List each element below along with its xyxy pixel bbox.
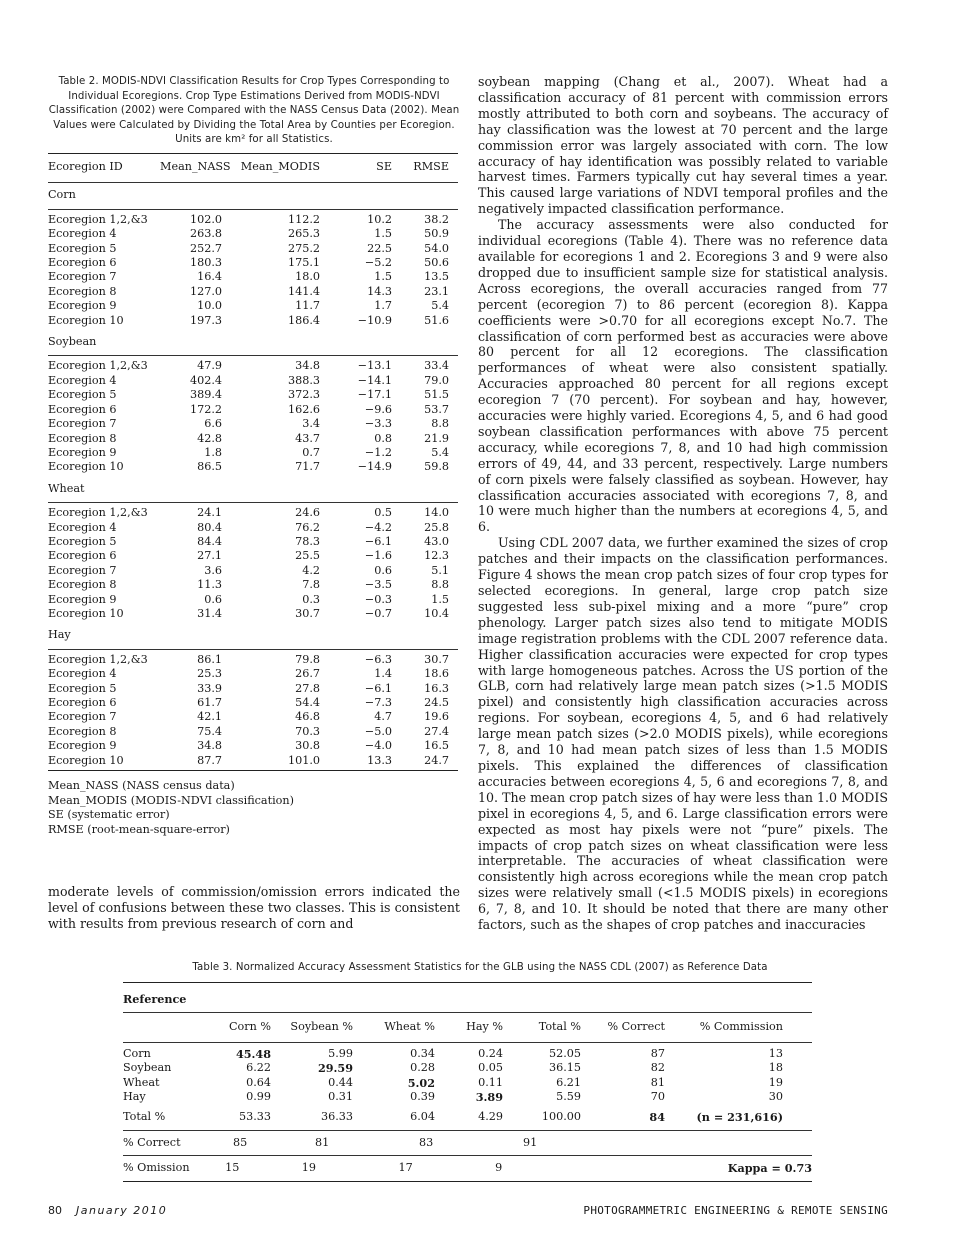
table2-row bbox=[48, 739, 458, 753]
table2-row bbox=[48, 374, 458, 388]
table2-cell: −0.7 bbox=[364, 606, 392, 620]
table2-cell: Ecoregion 8 bbox=[48, 431, 117, 445]
table2-row bbox=[48, 446, 458, 460]
table2-header-cell: Mean_NASS bbox=[160, 160, 231, 173]
table2-row bbox=[48, 506, 458, 520]
table2-cell: Ecoregion 1,2,&3 bbox=[48, 359, 148, 373]
table3-cell: 45.48 bbox=[235, 1046, 271, 1061]
table2-cell: Ecoregion 5 bbox=[48, 388, 117, 402]
table2-note: Mean_MODIS (MODIS-NDVI classification) bbox=[48, 793, 294, 807]
table2-note: RMSE (root-mean-square-error) bbox=[48, 822, 230, 836]
table2-body bbox=[48, 183, 458, 770]
table2-cell: 388.3 bbox=[287, 373, 320, 387]
table3-cell: 29.59 bbox=[317, 1061, 353, 1076]
table2-cell: 86.1 bbox=[197, 652, 222, 666]
table2-row bbox=[48, 710, 458, 724]
table2-cell: 75.4 bbox=[197, 724, 222, 738]
table3-caption: Table 3. Normalized Accuracy Assessment Statistics for the GLB using the NASS CDL (2007) as Reference Data bbox=[192, 962, 768, 973]
table2-cell: 112.2 bbox=[287, 212, 320, 226]
table2-cell: 102.0 bbox=[189, 212, 222, 226]
table2-cell: Ecoregion 1,2,&3 bbox=[48, 506, 148, 520]
table2-row bbox=[48, 521, 458, 535]
table2-cell: 162.6 bbox=[287, 402, 320, 416]
table2-note: SE (systematic error) bbox=[48, 808, 170, 822]
table3-cell: Soybean bbox=[123, 1061, 172, 1075]
table2-cell: −3.3 bbox=[364, 417, 392, 431]
table2-cell: −6.1 bbox=[364, 534, 392, 548]
table3-cell: 52.05 bbox=[548, 1046, 581, 1060]
right-paragraph-3: Using CDL 2007 data, we further examined the sizes of crop patches and their impacts on the classification performances. Figure 4 shows the mean crop patch sizes of four crop types for selected ecoregions. In general, large crop patch size suggested less sub-pixel mixing and a more “pure” crop phenology. Larger patch sizes also tend to mitigate MODIS image registration problems with the CDL 2007 reference data. Higher classification accuracies were expected for crop types with large homogeneous patches. Across the US portion of the GLB, corn had relatively large mean patch sizes (>1.5 MODIS pixel) and consistently high classification accuracies across regions. For soybean, ecoregions 4, 5, and 6 had relatively large mean patch sizes (>2.0 MODIS pixels), while ecoregions 7, 8, and 10 had mean patch sizes of less than 1.5 MODIS pixels. This explained the differences of classification accuracies between ecoregions 4, 5, 6 and ecoregions 7, 8, and 10. The mean crop patch sizes of hay were less than 1.0 MODIS pixel in ecoregions 4, 5, and 6. Large classification errors were expected as most hay pixels were not “pure” pixels. The impacts of crop patch sizes on wheat classification were less interpretable. The accuracies of wheat classification were consistently high across ecoregions while the mean crop patch sizes were relatively small (<1.5 MODIS pixels) in ecoregions 6, 7, 8, and 10. It should be noted that there are many other factors, such as the shapes of crop patches and inaccuracies bbox=[478, 535, 888, 933]
table2-cell: 30.7 bbox=[295, 606, 320, 620]
table3-header-cell: Soybean % bbox=[290, 1020, 353, 1034]
table3-cell bbox=[557, 1161, 628, 1175]
table2-row bbox=[48, 696, 458, 710]
table2-cell: 4.7 bbox=[374, 710, 392, 724]
table2-cell: −10.9 bbox=[357, 313, 392, 327]
table3-row bbox=[123, 1061, 812, 1075]
table2-cell: 402.4 bbox=[189, 373, 222, 387]
table3-cell: 0.34 bbox=[410, 1046, 435, 1060]
table3-cell: 18 bbox=[768, 1061, 783, 1075]
table3-cell: Wheat bbox=[123, 1075, 160, 1089]
table3-cell: 36.15 bbox=[548, 1061, 581, 1075]
table2-row bbox=[48, 667, 458, 681]
table3-cell: % Correct bbox=[123, 1135, 181, 1149]
table2-cell: Ecoregion 9 bbox=[48, 299, 117, 313]
table2-cell: 34.8 bbox=[295, 359, 320, 373]
table3-cell: Corn bbox=[123, 1046, 151, 1060]
table2-cell: 5.1 bbox=[431, 563, 449, 577]
table2-cell: 51.6 bbox=[424, 313, 449, 327]
issue-date: January 2010 bbox=[76, 1204, 168, 1217]
table2-cell: 127.0 bbox=[189, 284, 222, 298]
table2-row bbox=[48, 754, 458, 768]
table2-cell: Ecoregion 1,2,&3 bbox=[48, 212, 148, 226]
table3-bottom-rule bbox=[123, 1181, 812, 1182]
table2-cell: 1.5 bbox=[431, 592, 449, 606]
table2-cell: 0.8 bbox=[374, 431, 392, 445]
table3-row bbox=[123, 1047, 812, 1061]
table3-cell: 70 bbox=[650, 1090, 665, 1104]
table2-cell: 78.3 bbox=[295, 534, 320, 548]
table3-cell: 81 bbox=[650, 1075, 665, 1089]
table2-row bbox=[48, 299, 458, 313]
table3-cell: Hay bbox=[123, 1090, 146, 1104]
journal-name: PHOTOGRAMMETRIC ENGINEERING & REMOTE SENSING bbox=[583, 1204, 888, 1217]
table2-cell: 54.0 bbox=[424, 241, 449, 255]
table3-omission-row bbox=[123, 1156, 812, 1180]
table2-cell: Ecoregion 1,2,&3 bbox=[48, 652, 148, 666]
table2-row bbox=[48, 388, 458, 402]
table2-cell: 33.9 bbox=[197, 681, 222, 695]
table2-section-label: Hay bbox=[48, 628, 71, 642]
table2-cell: 8.8 bbox=[431, 578, 449, 592]
table2-header-row bbox=[48, 154, 458, 182]
table2-row bbox=[48, 285, 458, 299]
table2-cell: 42.8 bbox=[197, 431, 222, 445]
table3-cell: 36.33 bbox=[320, 1110, 353, 1124]
table2-cell: 7.8 bbox=[302, 578, 320, 592]
table2-cell: −14.9 bbox=[357, 460, 392, 474]
table2-cell: −14.1 bbox=[357, 373, 392, 387]
table2-cell: 0.6 bbox=[204, 592, 222, 606]
table3-cell: 87 bbox=[650, 1046, 665, 1060]
table2-cell: 46.8 bbox=[295, 710, 320, 724]
table3-correct-row bbox=[123, 1131, 812, 1155]
table2-cell: 27.1 bbox=[197, 549, 222, 563]
table2-header-cell: Mean_MODIS bbox=[240, 160, 320, 173]
left-column-paragraph: moderate levels of commission/omission errors indicated the level of confusions between these two classes. This is consistent with results from previous research of corn and bbox=[48, 884, 460, 931]
table2-row bbox=[48, 535, 458, 549]
table2-cell: 13.3 bbox=[367, 753, 392, 767]
table3-cell: 6.04 bbox=[410, 1110, 435, 1124]
table2-row bbox=[48, 256, 458, 270]
table2-section-label: Corn bbox=[48, 188, 76, 202]
footer-left bbox=[48, 1204, 167, 1217]
table2-cell: Ecoregion 7 bbox=[48, 417, 117, 431]
table2-section-rows bbox=[48, 650, 458, 770]
table2-cell: 0.3 bbox=[302, 592, 320, 606]
table2-cell: −3.5 bbox=[364, 578, 392, 592]
table3-cell: 19 bbox=[768, 1075, 783, 1089]
table2-cell: 27.4 bbox=[424, 724, 449, 738]
table3-row bbox=[123, 1076, 812, 1090]
table2-cell: 51.5 bbox=[424, 388, 449, 402]
table3-cell: 19 bbox=[301, 1161, 317, 1175]
table2-header-cell: RMSE bbox=[413, 160, 449, 173]
table3-cell: 53.33 bbox=[238, 1110, 271, 1124]
table2-cell: 50.6 bbox=[424, 256, 449, 270]
table3-kappa: Kappa = 0.73 bbox=[727, 1161, 813, 1176]
table2-cell: 79.0 bbox=[424, 373, 449, 387]
table2-row bbox=[48, 403, 458, 417]
table2-cell: −5.0 bbox=[364, 724, 392, 738]
table2-cell: 1.5 bbox=[374, 270, 392, 284]
table3-reference-label: Reference bbox=[123, 992, 187, 1006]
table3-cell: 83 bbox=[419, 1135, 434, 1149]
table2-cell: 5.4 bbox=[431, 445, 449, 459]
table2-cell: 16.3 bbox=[424, 681, 449, 695]
table3-cell: 13 bbox=[768, 1046, 783, 1060]
table2-cell: 0.7 bbox=[302, 445, 320, 459]
table2-cell: 3.4 bbox=[302, 417, 320, 431]
table3-cell: Total % bbox=[123, 1110, 166, 1124]
table2-header-cell: Ecoregion ID bbox=[48, 160, 123, 173]
table3-header-cell bbox=[123, 1020, 211, 1034]
table2-cell: Ecoregion 10 bbox=[48, 460, 124, 474]
table2-cell: 31.4 bbox=[197, 606, 222, 620]
table2-cell: 175.1 bbox=[287, 256, 320, 270]
table2-cell: 12.3 bbox=[424, 549, 449, 563]
table2-cell: 141.4 bbox=[287, 284, 320, 298]
table2-cell: 10.2 bbox=[367, 212, 392, 226]
table2-cell: 70.3 bbox=[295, 724, 320, 738]
table2-cell: 0.5 bbox=[374, 506, 392, 520]
table3-cell: 0.64 bbox=[246, 1075, 271, 1089]
table2-cell: 13.5 bbox=[424, 270, 449, 284]
table2-cell: 180.3 bbox=[189, 256, 222, 270]
table2-cell: 25.5 bbox=[295, 549, 320, 563]
table2-cell: 275.2 bbox=[287, 241, 320, 255]
table3-cell: 15 bbox=[225, 1161, 240, 1175]
table2-row bbox=[48, 359, 458, 373]
table2-section-label: Soybean bbox=[48, 335, 97, 349]
page-number: 80 bbox=[48, 1204, 62, 1217]
table2-cell: Ecoregion 6 bbox=[48, 549, 117, 563]
table3-cell: 0.31 bbox=[328, 1090, 353, 1104]
table2-cell: 18.0 bbox=[295, 270, 320, 284]
table2-cell: −13.1 bbox=[357, 359, 392, 373]
table3-cell: 6.21 bbox=[556, 1075, 581, 1089]
table2-cell: −5.2 bbox=[364, 256, 392, 270]
table2-section-label: Wheat bbox=[48, 481, 85, 495]
table2-row bbox=[48, 607, 458, 621]
table2-cell: 1.8 bbox=[204, 445, 222, 459]
table2-cell: 10.4 bbox=[424, 606, 449, 620]
table2-cell: 24.1 bbox=[197, 506, 222, 520]
table3-overall-accuracy: 84 bbox=[649, 1110, 665, 1125]
table2-cell: 86.5 bbox=[197, 460, 222, 474]
table2-cell: Ecoregion 9 bbox=[48, 592, 117, 606]
table2-cell: 172.2 bbox=[189, 402, 222, 416]
table3-cell: 0.44 bbox=[328, 1075, 353, 1089]
table2-row bbox=[48, 653, 458, 667]
table3-cell bbox=[628, 1161, 704, 1175]
table2-cell: 19.6 bbox=[424, 710, 449, 724]
table2-note: Mean_NASS (NASS census data) bbox=[48, 779, 235, 793]
table2-row bbox=[48, 432, 458, 446]
table2-cell: 38.2 bbox=[424, 212, 449, 226]
table2-cell: −4.2 bbox=[364, 520, 392, 534]
table2-cell: Ecoregion 6 bbox=[48, 696, 117, 709]
table3-header-row bbox=[123, 1013, 812, 1041]
table2-cell: 16.4 bbox=[197, 270, 222, 284]
table2-cell: 76.2 bbox=[295, 520, 320, 534]
table3-cell: 30 bbox=[768, 1090, 783, 1104]
table2-cell: 1.7 bbox=[374, 299, 392, 313]
table2-cell: Ecoregion 4 bbox=[48, 227, 117, 241]
table2-section-rows bbox=[48, 356, 458, 476]
table2-cell: 26.7 bbox=[295, 667, 320, 681]
table2-cell: Ecoregion 8 bbox=[48, 578, 117, 592]
table2-cell: 252.7 bbox=[189, 241, 222, 255]
table2-cell: 43.0 bbox=[424, 534, 449, 548]
table3-cell: 5.99 bbox=[328, 1046, 353, 1060]
table2-cell: 8.8 bbox=[431, 417, 449, 431]
table3-cell: 100.00 bbox=[541, 1110, 581, 1124]
table2-cell: Ecoregion 6 bbox=[48, 402, 117, 416]
table2-row bbox=[48, 460, 458, 474]
table2-section-rows bbox=[48, 210, 458, 330]
table2-cell: 30.8 bbox=[295, 739, 320, 753]
table2-cell: 59.8 bbox=[424, 460, 449, 474]
table2-cell: 6.6 bbox=[204, 417, 222, 431]
table2-cell: 18.6 bbox=[424, 667, 449, 681]
table2-cell: 42.1 bbox=[197, 710, 222, 724]
table3-header-cell: Wheat % bbox=[384, 1020, 435, 1034]
table2-cell: Ecoregion 10 bbox=[48, 313, 124, 327]
table2-row bbox=[48, 242, 458, 256]
table2-cell: 14.0 bbox=[424, 506, 449, 520]
table2-cell: 389.4 bbox=[189, 388, 222, 402]
table3-cell: 0.28 bbox=[410, 1061, 435, 1075]
table2-cell: 0.6 bbox=[374, 563, 392, 577]
table2-cell: 23.1 bbox=[424, 284, 449, 298]
table2-cell: 1.4 bbox=[374, 667, 392, 681]
table3-cell: 4.29 bbox=[478, 1110, 503, 1124]
table2-cell: Ecoregion 7 bbox=[48, 270, 117, 284]
table2-cell: −9.6 bbox=[364, 402, 392, 416]
table2-cell: 80.4 bbox=[197, 520, 222, 534]
table2-cell: 43.7 bbox=[295, 431, 320, 445]
table2-cell: Ecoregion 10 bbox=[48, 606, 124, 620]
table2-cell: Ecoregion 7 bbox=[48, 710, 117, 724]
table3-cell: 85 bbox=[233, 1135, 248, 1149]
table2-cell: −0.3 bbox=[364, 592, 392, 606]
table3-cell: 0.11 bbox=[478, 1075, 503, 1089]
table3-header-cell: Total % bbox=[538, 1020, 581, 1034]
table2-cell: 22.5 bbox=[367, 241, 392, 255]
table2-cell: Ecoregion 9 bbox=[48, 739, 117, 753]
table3-sample-size: (n = 231,616) bbox=[696, 1110, 783, 1125]
table2-cell: 5.4 bbox=[431, 299, 449, 313]
table2-header-cell: SE bbox=[376, 160, 392, 173]
table2-row bbox=[48, 213, 458, 227]
right-column bbox=[478, 74, 888, 933]
table2-cell: Ecoregion 4 bbox=[48, 520, 117, 534]
table2-cell: Ecoregion 6 bbox=[48, 256, 117, 270]
table2-cell: 25.8 bbox=[424, 520, 449, 534]
table2-cell: 54.4 bbox=[295, 696, 320, 709]
table3-cell: 0.05 bbox=[478, 1061, 503, 1075]
table2-notes bbox=[48, 771, 458, 837]
table3-cell: 91 bbox=[523, 1135, 538, 1149]
table2-cell: 21.9 bbox=[424, 431, 449, 445]
table3-header-cell: Hay % bbox=[466, 1020, 503, 1034]
table3-cell: 9 bbox=[495, 1161, 503, 1175]
table2-cell: 3.6 bbox=[204, 563, 222, 577]
table2-cell: 1.5 bbox=[374, 227, 392, 241]
table2-row bbox=[48, 417, 458, 431]
table3-body bbox=[123, 1043, 812, 1109]
table3-cell: % Omission bbox=[123, 1161, 190, 1175]
table2-cell: Ecoregion 7 bbox=[48, 563, 117, 577]
table3 bbox=[123, 982, 812, 1182]
table2-cell: 71.7 bbox=[295, 460, 320, 474]
table2-caption: Table 2. MODIS-NDVI Classification Results for Crop Types Corresponding to Individual Ecoregions. Crop Type Estimations Derived from MODIS-NDVI Classification (2002) were Compared with the NASS Census Data (2002). Mean Values were Calculated by Dividing the Total Area by Counties per Ecoregion. Units are km² for all Statistics. bbox=[48, 76, 460, 145]
table2-cell: 79.8 bbox=[295, 652, 320, 666]
table2-cell: 25.3 bbox=[197, 667, 222, 681]
table2-cell: −7.3 bbox=[364, 696, 392, 709]
table2-cell: 14.3 bbox=[367, 284, 392, 298]
table3-cell: 0.99 bbox=[246, 1090, 271, 1104]
table2-row bbox=[48, 578, 458, 592]
table2-cell: 47.9 bbox=[197, 359, 222, 373]
table3-cell: 0.39 bbox=[410, 1090, 435, 1104]
table2-cell: −6.3 bbox=[364, 652, 392, 666]
table2-cell: 263.8 bbox=[189, 227, 222, 241]
table3-total-row bbox=[123, 1108, 812, 1129]
table2-cell: 50.9 bbox=[424, 227, 449, 241]
table2-row bbox=[48, 682, 458, 696]
table3-cell: 0.24 bbox=[478, 1046, 503, 1060]
table2-cell: Ecoregion 4 bbox=[48, 373, 117, 387]
table2-cell: Ecoregion 4 bbox=[48, 667, 117, 681]
table2-cell: 30.7 bbox=[424, 652, 449, 666]
table3-cell: 82 bbox=[650, 1061, 665, 1075]
table2-cell: −1.6 bbox=[364, 549, 392, 563]
table3-cell: 81 bbox=[315, 1135, 330, 1149]
table2-cell: 34.8 bbox=[197, 739, 222, 753]
table2-cell: 197.3 bbox=[189, 313, 222, 327]
table2-cell: 84.4 bbox=[197, 534, 222, 548]
table2-row bbox=[48, 593, 458, 607]
table3-cell: 5.59 bbox=[556, 1090, 581, 1104]
table3-header-cell: % Commission bbox=[699, 1020, 783, 1034]
table2-cell: Ecoregion 5 bbox=[48, 534, 117, 548]
right-paragraph-2: The accuracy assessments were also conducted for individual ecoregions (Table 4). There was no reference data available for ecoregions 1 and 2. Ecoregions 3 and 9 were also dropped due to insufficient sample size for statistical analysis. Across ecoregions, the overall accuracies ranged from 77 percent (ecoregion 7) to 86 percent (ecoregion 8). Kappa coefficients were >0.70 for all ecoregions except No.7. The classification of corn performed best as accuracies were above 80 percent for all 12 ecoregions. The classification performances of wheat were also consistent spatially. Accuracies approached 80 percent for all regions except ecoregion 7 (70 percent). For soybean and hay, however, accuracies were highly varied. Ecoregions 4, 5, and 6 had good soybean classification performances with above 75 percent accuracy, while ecoregions 7, 8, and 10 had high commission errors of 49, 44, and 33 percent, respectively. Large numbers of corn pixels were falsely classified as soybean. However, hay classification accuracies associated with ecoregions 7, 8, and 10 were much higher than the numbers at ecoregions 4, 5, and 6. bbox=[478, 217, 888, 535]
table3-header-cell: Corn % bbox=[228, 1020, 271, 1034]
table2-cell: 372.3 bbox=[287, 388, 320, 402]
table2-row bbox=[48, 227, 458, 241]
table2-cell: Ecoregion 5 bbox=[48, 681, 117, 695]
table2-cell: 101.0 bbox=[287, 753, 320, 767]
table3-cell: 3.89 bbox=[475, 1090, 503, 1105]
table2-cell: 4.2 bbox=[302, 563, 320, 577]
table2-cell: 24.7 bbox=[424, 753, 449, 767]
table2-cell: 11.3 bbox=[197, 578, 222, 592]
table2-cell: −4.0 bbox=[364, 739, 392, 753]
table2-cell: 16.5 bbox=[424, 739, 449, 753]
table2-cell: Ecoregion 9 bbox=[48, 445, 117, 459]
table2-cell: −17.1 bbox=[357, 388, 392, 402]
table2-row bbox=[48, 314, 458, 328]
table2 bbox=[48, 153, 458, 837]
table2-cell: 53.7 bbox=[424, 402, 449, 416]
table2-cell: 24.6 bbox=[295, 506, 320, 520]
table2-cell: 27.8 bbox=[295, 681, 320, 695]
right-paragraph-1: soybean mapping (Chang et al., 2007). Wheat had a classification accuracy of 81 percent with commission errors mostly attributed to both corn and soybeans. The accuracy of hay classification was the lowest at 70 percent and the large commission error was largely associated with corn. The low accuracy of hay identification was possibly related to variable harvest times. Farmers typically cut hay several times a year. This caused large variations of NDVI temporal profiles and the negatively impacted classification performance. bbox=[478, 74, 888, 217]
table3-cell: 5.02 bbox=[407, 1075, 435, 1090]
table2-row bbox=[48, 270, 458, 284]
table2-cell: 33.4 bbox=[424, 359, 449, 373]
table2-cell: −6.1 bbox=[364, 681, 392, 695]
table2-cell: Ecoregion 8 bbox=[48, 724, 117, 738]
table3-cell: 17 bbox=[398, 1161, 413, 1175]
table2-cell: 265.3 bbox=[287, 227, 320, 241]
table2-cell: −1.2 bbox=[364, 445, 392, 459]
table3-row bbox=[123, 1090, 812, 1104]
table3-cell: 6.22 bbox=[246, 1061, 271, 1075]
table2-row bbox=[48, 725, 458, 739]
table3-header-cell: % Correct bbox=[607, 1020, 665, 1034]
table2-cell: Ecoregion 5 bbox=[48, 241, 117, 255]
table2-cell: 24.5 bbox=[424, 696, 449, 709]
table2-cell: 10.0 bbox=[197, 299, 222, 313]
table2-cell: Ecoregion 8 bbox=[48, 284, 117, 298]
table2-section-rows bbox=[48, 503, 458, 623]
table2-cell: 186.4 bbox=[287, 313, 320, 327]
table2-cell: Ecoregion 10 bbox=[48, 753, 124, 767]
table2-cell: 87.7 bbox=[197, 753, 222, 767]
table2-cell: 11.7 bbox=[295, 299, 320, 313]
table2-row bbox=[48, 564, 458, 578]
table2-cell: 61.7 bbox=[197, 696, 222, 709]
table2-row bbox=[48, 549, 458, 563]
